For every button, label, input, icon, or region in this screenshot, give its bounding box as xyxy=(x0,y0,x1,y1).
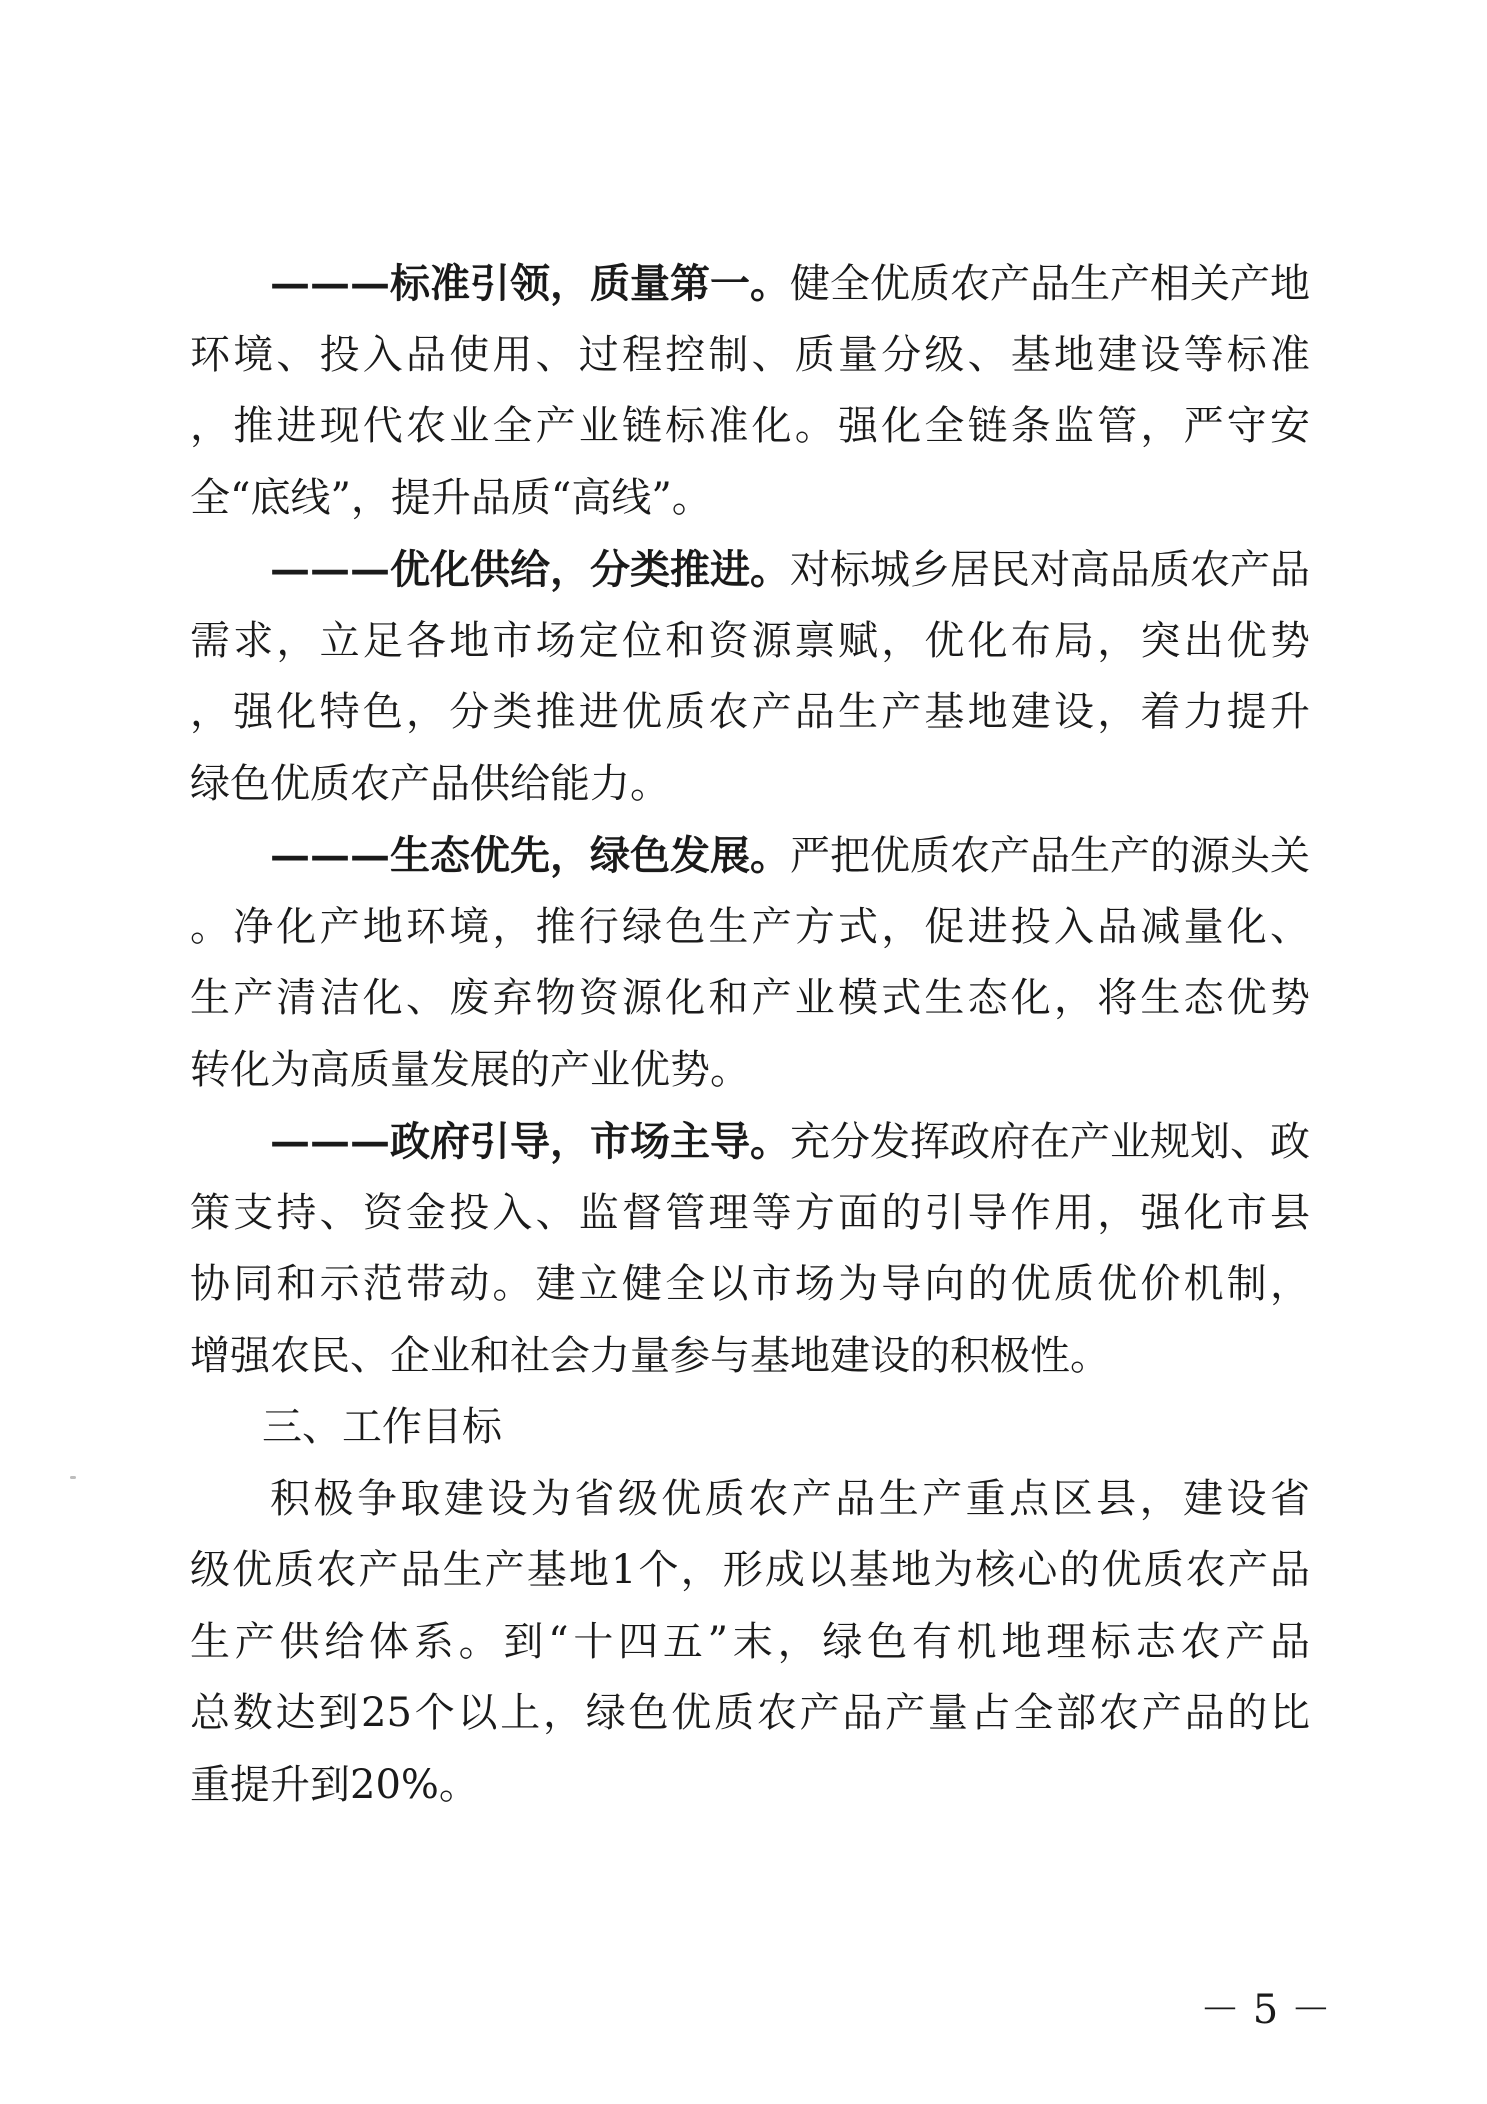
paragraph-line: 绿色优质农产品供给能力。 xyxy=(190,760,670,807)
paragraph-line: ———标准引领，质量第一。健全优质农产品生产相关产地 xyxy=(270,260,1310,307)
paragraph-line: 积极争取建设为省级优质农产品生产重点区县，建设省 xyxy=(270,1475,1310,1522)
paragraph-line: 生产清洁化、废弃物资源化和产业模式生态化，将生态优势 xyxy=(190,975,1310,1021)
paragraph-line: 全“底线”，提升品质“高线”。 xyxy=(190,474,712,521)
paragraph-line: 需求，立足各地市场定位和资源禀赋，优化布局，突出优势 xyxy=(190,617,1310,664)
paragraph-standard-leading xyxy=(190,248,1310,534)
paragraph-line: 。净化产地环境，推行绿色生产方式，促进投入品减量化、 xyxy=(190,903,1310,950)
paragraph-line: 重提升到20%。 xyxy=(190,1761,479,1808)
paragraph-line: 环境、投入品使用、过程控制、质量分级、基地建设等标准 xyxy=(190,331,1310,378)
paragraph-line: 增强农民、企业和社会力量参与基地建设的积极性。 xyxy=(190,1332,1110,1379)
paragraph-line: 生产供给体系。到“十四五”末，绿色有机地理标志农产品 xyxy=(190,1618,1310,1665)
paragraph-line: ，推进现代农业全产业链标准化。强化全链条监管，严守安 xyxy=(190,403,1310,449)
paragraph-government-guidance xyxy=(190,1106,1310,1392)
paragraph-ecology-first xyxy=(190,820,1310,1106)
paragraph-line: ———政府引导，市场主导。充分发挥政府在产业规划、政 xyxy=(270,1118,1310,1165)
paragraph-line: 级优质农产品生产基地1个，形成以基地为核心的优质农产品 xyxy=(190,1547,1310,1593)
paragraph-line: ———生态优先，绿色发展。严把优质农产品生产的源头关 xyxy=(270,832,1310,879)
paragraph-line: 策支持、资金投入、监督管理等方面的引导作用，强化市县 xyxy=(190,1189,1310,1236)
paragraph-optimize-supply xyxy=(190,534,1310,820)
paragraph-line: ———优化供给，分类推进。对标城乡居民对高品质农产品 xyxy=(270,546,1310,593)
paragraph-lead: ———生态优先，绿色发展。 xyxy=(270,832,790,879)
scan-speck xyxy=(70,1476,76,1479)
paragraph-line: ，强化特色，分类推进优质农产品生产基地建设，着力提升 xyxy=(190,689,1310,735)
body-text xyxy=(190,248,1310,1821)
paragraph-lead: ———政府引导，市场主导。 xyxy=(270,1118,790,1165)
section-heading: 三、工作目标 xyxy=(262,1404,502,1450)
page-number: － 5 － xyxy=(1200,1987,1331,2033)
paragraph-line: 协同和示范带动。建立健全以市场为导向的优质优价机制， xyxy=(190,1261,1310,1307)
paragraph-line: 总数达到25个以上，绿色优质农产品产量占全部农产品的比 xyxy=(190,1690,1310,1736)
paragraph-line: 转化为高质量发展的产业优势。 xyxy=(190,1046,750,1093)
paragraph-lead: ———优化供给，分类推进。 xyxy=(270,546,790,593)
paragraph-work-goals xyxy=(190,1464,1310,1822)
paragraph-lead: ———标准引领，质量第一。 xyxy=(270,260,790,307)
